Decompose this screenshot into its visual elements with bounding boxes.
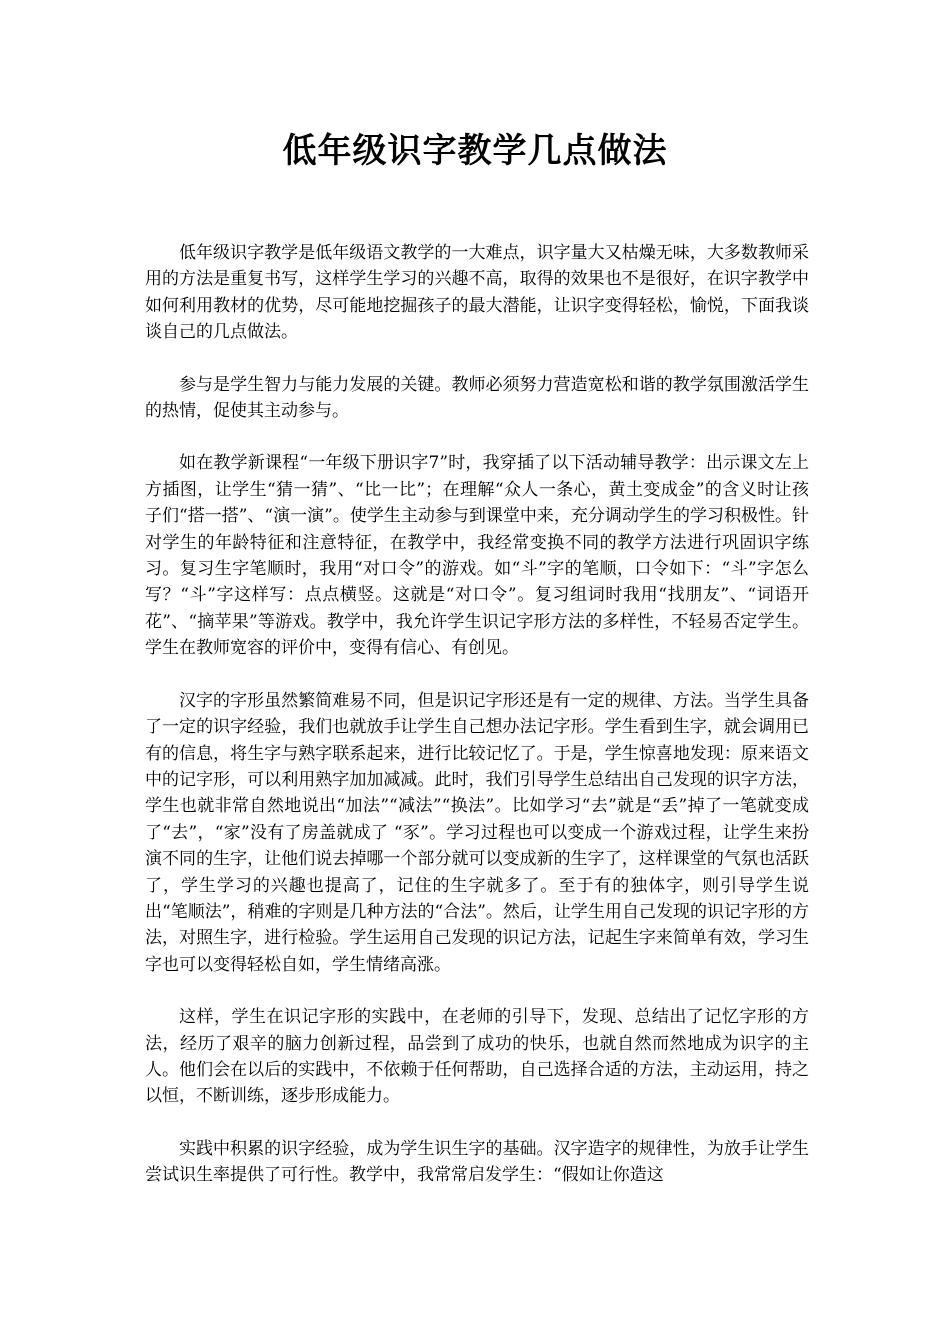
- paragraph-activities: 如在教学新课程“一年级下册识字7”时，我穿插了以下活动辅导教学：出示课文左上方插图，让学生“猜一猜”、“比一比”；在理解“众人一条心，黄土变成金”的含义时让孩子们“搭一搭”、“演一演”。使学生主动参与到课堂中来，充分调动学生的学习积极性。针对学生的年龄特征和注意特征，在教学中，我经常变换不同的教学方法进行巩固识字练习。复习生字笔顺时，我用“对口令”的游戏。如“斗”字的笔顺，口令如下：“斗”字怎么写？“斗”字这样写：点点横竖。这就是“对口令”。复习组词时我用“找朋友”、“词语开花”、“摘苹果”等游戏。教学中，我允许学生识记字形方法的多样性，不轻易否定学生。学生在教师宽容的评价中，变得有信心、有创见。: [145, 453, 809, 659]
- paragraph-practice: 实践中积累的识字经验，成为学生识生字的基础。汉字造字的规律性，为放手让学生尝试识生率提供了可行性。教学中，我常常启发学生：“假如让你造这: [145, 1138, 809, 1186]
- document-title: 低年级识字教学几点做法: [282, 131, 668, 171]
- document-body: [145, 240, 809, 1215]
- paragraph-participation: 参与是学生智力与能力发展的关键。教师必须努力营造宽松和谐的教学氛围激活学生的热情，促使其主动参与。: [145, 374, 809, 422]
- paragraph-intro: 低年级识字教学是低年级语文教学的一大难点，识字量大又枯燥无味，大多数教师采用的方法是重复书写，这样学生学习的兴趣不高，取得的效果也不是很好，在识字教学中如何利用教材的优势，尽可能地挖掘孩子的最大潜能，让识字变得轻松，愉悦，下面我谈谈自己的几点做法。: [145, 243, 809, 343]
- paragraph-outcome: 这样，学生在识记字形的实践中，在老师的引导下，发现、总结出了记忆字形的方法，经历了艰辛的脑力创新过程，品尝到了成功的快乐，也就自然而然地成为识字的主人。他们会在以后的实践中，不依赖于任何帮助，自己选择合适的方法，主动运用，持之以恒，不断训练，逐步形成能力。: [145, 1007, 809, 1107]
- paragraph-glyph-methods: 汉字的字形虽然繁简难易不同，但是识记字形还是有一定的规律、方法。当学生具备了一定的识字经验，我们也就放手让学生自己想办法记字形。学生看到生字，就会调用已有的信息，将生字与熟字联系起来，进行比较记忆了。于是，学生惊喜地发现：原来语文中的记字形，可以利用熟字加加减减。此时，我们引导学生总结出自己发现的识字方法，学生也就非常自然地说出“加法”“减法”“换法”。比如学习“去”就是“丢”掉了一笔就变成了“去”，“家”没有了房盖就成了 “豕”。学习过程也可以变成一个游戏过程，让学生来扮演不同的生字，让他们说去掉哪一个部分就可以变成新的生字了，这样课堂的气氛也活跃了，学生学习的兴趣也提高了，记住的生字就多了。至于有的独体字，则引导学生说出“笔顺法”，稍难的字则是几种方法的“合法”。然后，让学生用自己发现的识记字形的方法，对照生字，进行检验。学生运用自己发现的识记方法，记起生字来简单有效，学习生字也可以变得轻松自如，学生情绪高涨。: [145, 690, 809, 975]
